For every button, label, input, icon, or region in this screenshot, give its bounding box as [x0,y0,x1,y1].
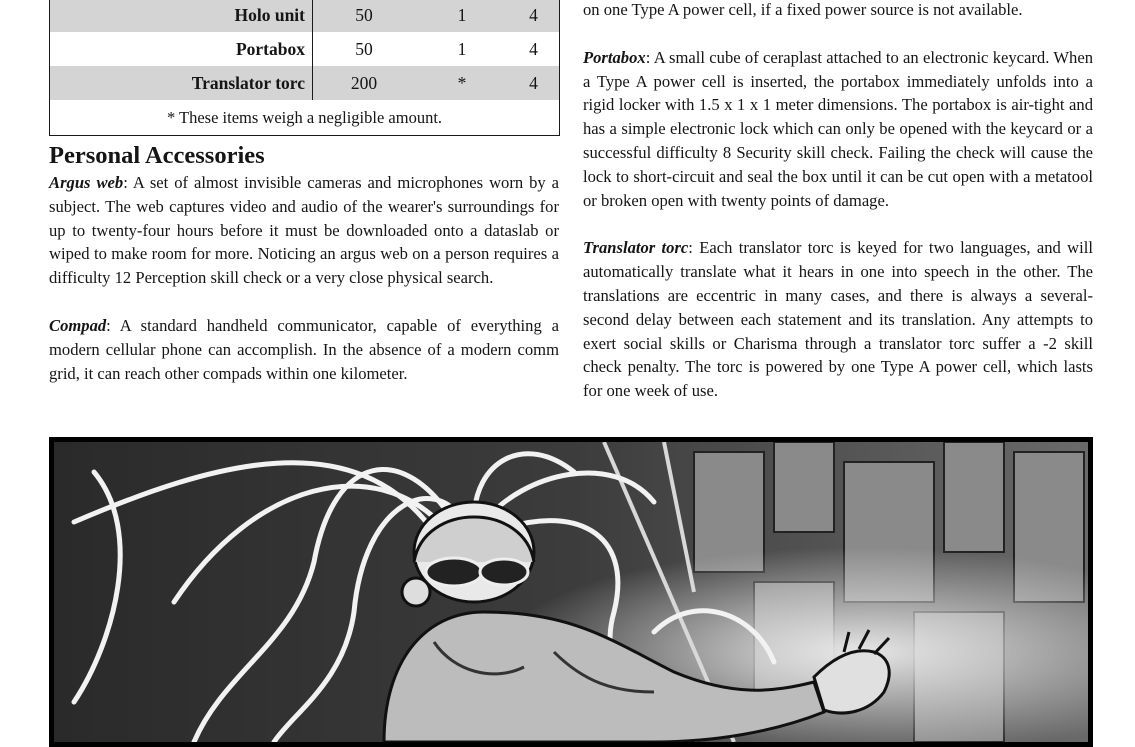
table-row [50,66,559,100]
item-cost: 50 [355,38,373,59]
entry-term: Compad [49,315,107,335]
table-footnote: * These items weigh a negligible amount. [166,107,443,127]
item-availability: 4 [529,4,538,25]
compad-entry [49,314,559,385]
item-availability: 4 [529,72,538,93]
right-column [583,0,1093,403]
table-row [50,0,559,32]
entry-text: : Each translator torc is keyed for two languages, and will automatically translate what it hears in one into speech in the other. The translations are eccentric in many cases, and there is always a several-second delay between each statement and its translation. Any attempts to exert social skills or Charisma through a translator torc suffer a -2 skill check penalty. The torc is powered by one Type A power cell, which lasts for one week of use. [583,238,1093,401]
item-weight: * [457,72,467,93]
holo-unit-continued: on one Type A power cell, if a fixed power source is not available. [583,0,1023,19]
argus-web-entry [49,171,559,290]
entry-term: Argus web [49,173,124,192]
item-name: Translator torc [50,66,313,100]
item-cost: 50 [355,4,373,25]
entry-term: Portabox [583,47,646,67]
section-heading: Personal Accessories [49,142,265,169]
portabox-entry [583,46,1093,213]
item-weight: 1 [457,4,467,25]
item-name: Portabox [50,32,313,66]
item-cost: 200 [350,72,378,93]
item-name: Holo unit [50,0,313,32]
illustration-art [54,442,1088,742]
entry-text: : A set of almost invisible cameras and microphones worn by a subject. The web captures video and audio of the wearer's surroundings for up to twenty-four hours before it must be downloaded onto a dataslab or wiped to make room for more. Noticing an argus web on a person requires a difficulty 12 Perception skill check or a very close physical search. [49,173,560,288]
left-column [49,141,559,385]
translator-torc-entry [583,236,1093,403]
equipment-table [49,0,560,136]
entry-text: : A small cube of ceraplast attached to an electronic keycard. When a Type A power cell is inserted, the portabox immediately unfolds into a rigid locker with 1.5 x 1 x 1 meter dimensions. The portabox is air-tight and has a simple electronic lock which can only be opened with the keycard or a successful difficulty 8 Security skill check. Failing the check will cause the lock to short-circuit and seal the box until it can be cut open with a metatool or broken open with twenty points of damage. [583,47,1093,210]
entry-term: Translator torc [583,238,689,258]
entry-text: : A standard handheld communicator, capable of everything a modern cellular phone can accomplish. In the absence of a modern comm grid, it can reach other compads within one kilometer. [49,315,559,383]
item-availability: 4 [529,38,538,59]
illustration-cyborg-figure [49,437,1093,747]
item-weight: 1 [457,38,467,59]
table-row [50,32,559,66]
